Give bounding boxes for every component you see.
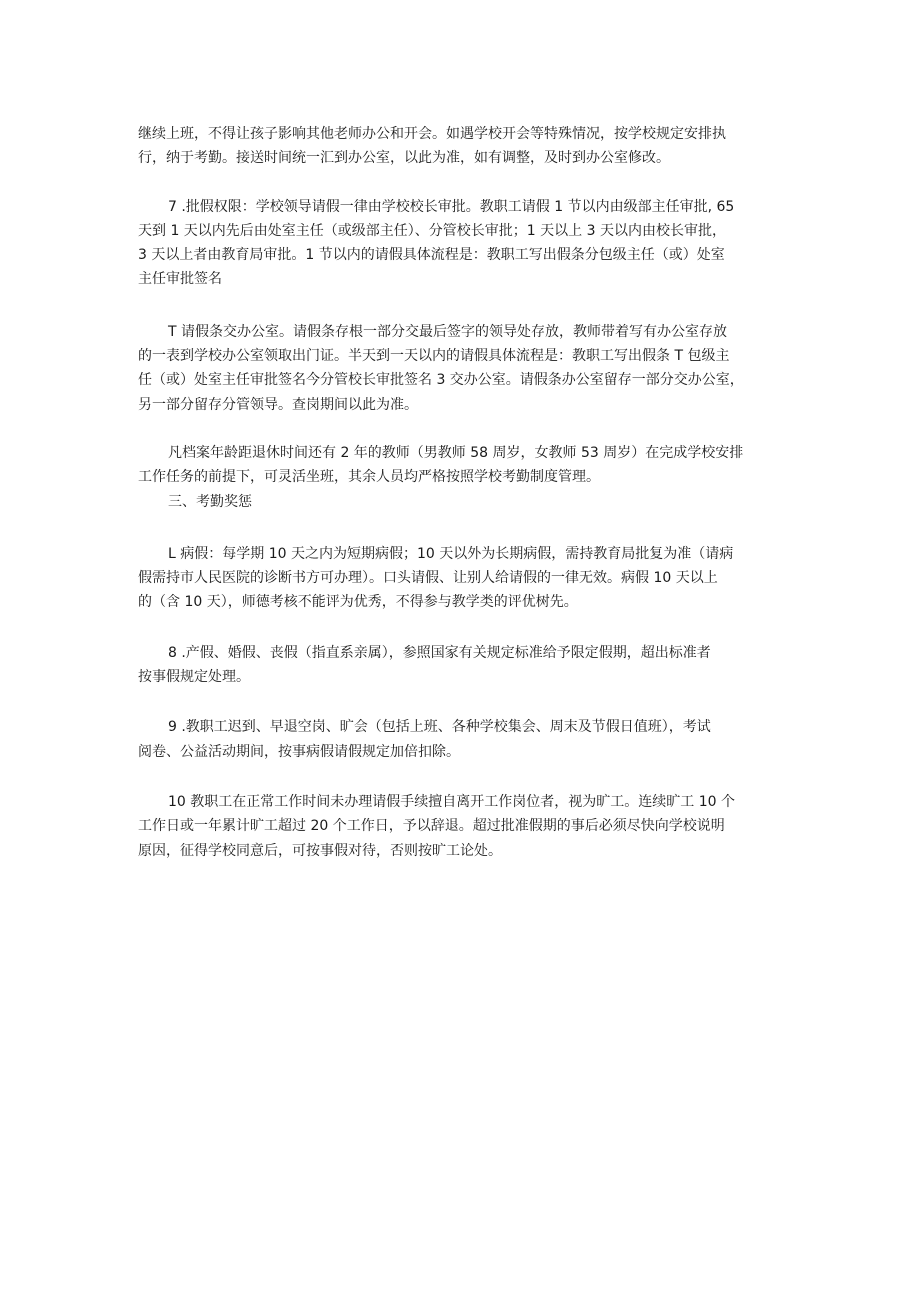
paragraph-sick-leave xyxy=(138,542,788,615)
text-line: 任（或）处室主任审批签名今分管校长审批签名 3 交办公室。请假条办公室留存一部分交办公室， xyxy=(138,372,744,389)
text-line: 工作日或一年累计旷工超过 20 个工作日，予以辞退。超过批准假期的事后必须尽快向学校说明 xyxy=(138,818,725,835)
text-line: 行，纳于考勤。接送时间统一汇到办公室，以此为准，如有调整，及时到办公室修改。 xyxy=(138,150,670,167)
paragraph-leave-slip xyxy=(138,320,788,417)
paragraph-continue-work xyxy=(138,122,788,171)
text-line: 阅卷、公益活动期间，按事病假请假规定加倍扣除。 xyxy=(138,743,460,760)
section-heading: 三、考勤奖惩 xyxy=(168,493,252,510)
text-line: 天到 1 天以内先后由处室主任（或级部主任）、分管校长审批；1 天以上 3 天以内由校长审批， xyxy=(138,222,726,239)
section-heading-attendance-rewards xyxy=(138,490,788,514)
paragraph-retirement xyxy=(138,441,788,490)
text-line: T 请假条交办公室。请假条存根一部分交最后签字的领导处存放，教师带着写有办公室存放 xyxy=(168,323,727,340)
text-line: 3 天以上者由教育局审批。1 节以内的请假具体流程是：教职工写出假条分包级主任（或）处室 xyxy=(138,247,725,264)
text-line: L 病假：每学期 10 天之内为短期病假；10 天以外为长期病假，需持教育局批复为准（请病 xyxy=(168,545,734,562)
text-line: 的（含 10 天），师德考核不能评为优秀，不得参与教学类的评优树先。 xyxy=(138,594,578,611)
text-line: 9 .教职工迟到、早退空岗、旷会（包括上班、各种学校集会、周末及节假日值班），考试 xyxy=(168,719,711,736)
paragraph-lateness xyxy=(138,715,788,764)
text-line: 按事假规定处理。 xyxy=(138,669,250,686)
document-body xyxy=(138,122,788,863)
text-line: 原因，征得学校同意后，可按事假对待，否则按旷工论处。 xyxy=(138,842,502,859)
text-line: 主任审批签名 xyxy=(138,271,222,288)
paragraph-approval-authority xyxy=(138,195,788,292)
text-line: 的一表到学校办公室领取出门证。半天到一天以内的请假具体流程是：教职工写出假条 T 包级主 xyxy=(138,348,730,365)
paragraph-absence xyxy=(138,790,788,863)
text-line: 10 教职工在正常工作时间未办理请假手续擅自离开工作岗位者，视为旷工。连续旷工 10 个 xyxy=(168,793,735,810)
text-line: 另一部分留存分管领导。查岗期间以此为准。 xyxy=(138,396,418,413)
text-line: 假需持市人民医院的诊断书方可办理）。口头请假、让别人给请假的一律无效。病假 10 天以上 xyxy=(138,570,718,587)
paragraph-maternity-leave xyxy=(138,641,788,690)
text-line: 8 .产假、婚假、丧假（指直系亲属），参照国家有关规定标准给予限定假期，超出标准者 xyxy=(168,644,711,661)
text-line: 7 .批假权限：学校领导请假一律由学校校长审批。教职工请假 1 节以内由级部主任审批, 65 xyxy=(168,198,735,215)
text-line: 工作任务的前提下，可灵活坐班，其余人员均严格按照学校考勤制度管理。 xyxy=(138,469,600,486)
text-line: 继续上班，不得让孩子影响其他老师办公和开会。如遇学校开会等特殊情况，按学校规定安排执 xyxy=(138,126,726,142)
text-line: 凡档案年龄距退休时间还有 2 年的教师（男教师 58 周岁，女教师 53 周岁）在完成学校安排 xyxy=(168,444,744,461)
